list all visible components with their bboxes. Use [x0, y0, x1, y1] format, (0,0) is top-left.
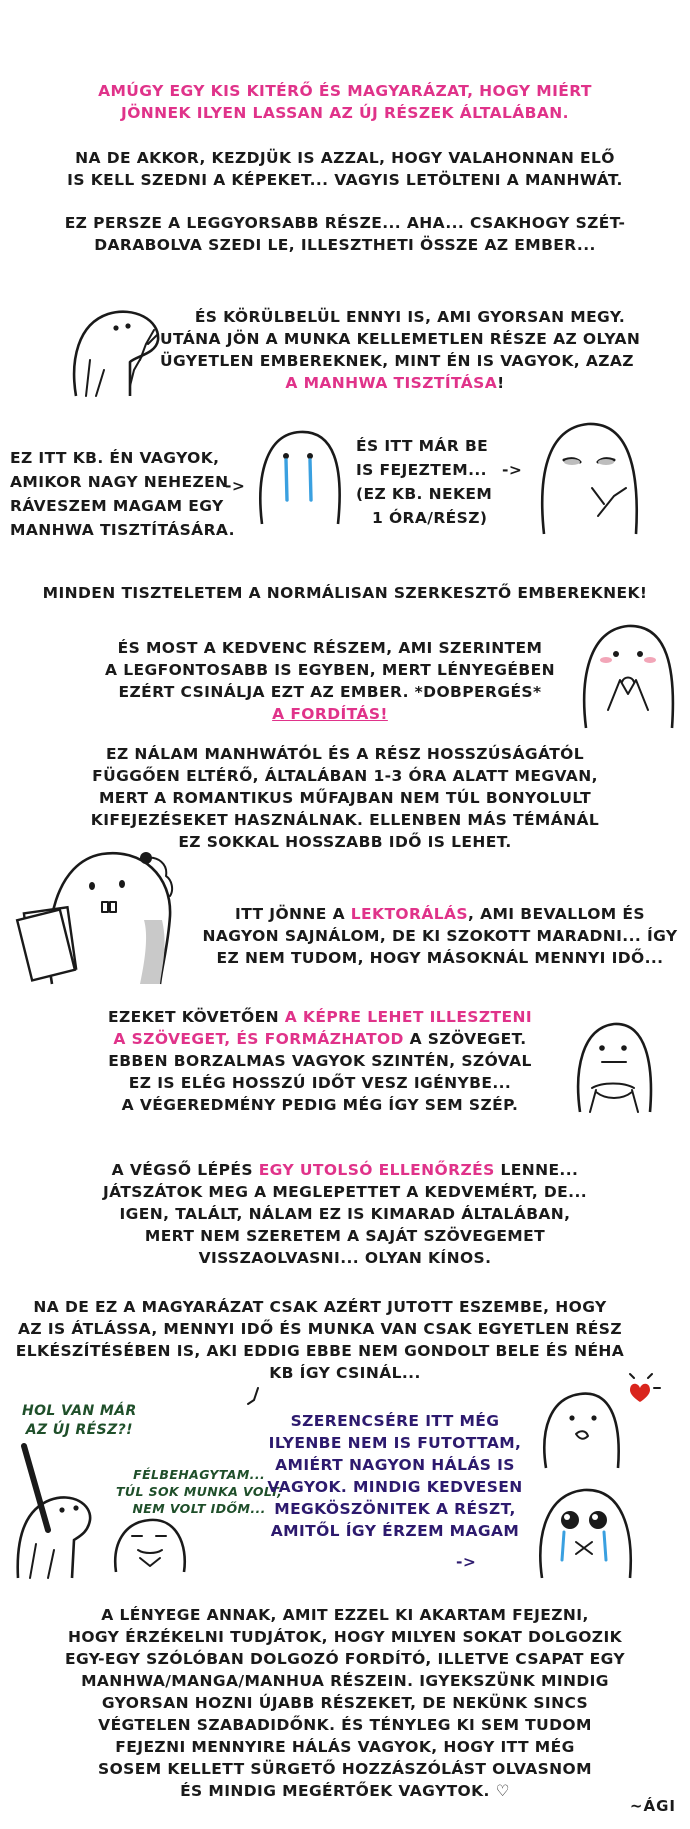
answer-bubble [116, 1466, 282, 1517]
explanation-line: KB ÍGY CSINÁL... [269, 1364, 421, 1382]
typeset-highlight-1: A KÉPRE LEHET ILLESZTENI [284, 1008, 533, 1026]
proofread-line-3: EZ NEM TUDOM, HOGY MÁSOKNÁL MENNYI IDŐ... [216, 949, 664, 967]
final-check-line-4: MERT NEM SZERETEM A SAJÁT SZÖVEGEMET [144, 1227, 546, 1245]
grateful-line: AMIÉRT NAGYON HÁLÁS IS [275, 1456, 515, 1474]
final-check-line-2: JÁTSZÁTOK MEG A MEGLEPETTET A KEDVEMÉRT, DE... [102, 1183, 588, 1201]
arrow-1: -> [225, 477, 246, 495]
proofread-highlight: LEKTORÁLÁS [350, 905, 468, 923]
duration-line: KIFEJEZÉSEKET HASZNÁLNAK. ELLENBEN MÁS TÉMÁNÁL [90, 811, 600, 829]
cleaning-line-3: ÜGYETLEN EMBEREKNEK, MINT ÉN IS VAGYOK, AZAZ [160, 352, 634, 370]
fast-part-line-1: EZ PERSZE A LEGGYORSABB RÉSZE... AHA... CSAKHOGY SZÉT- [64, 214, 626, 232]
done-caption-line: ÉS ITT MÁR BE [356, 437, 489, 455]
final-check-line-3: IGEN, TALÁLT, NÁLAM EZ IS KIMARAD ÁLTALÁBAN, [119, 1205, 571, 1223]
typeset-end: A SZÖVEGET. [409, 1030, 527, 1048]
done-caption [356, 434, 492, 530]
closing-line: FEJEZNI MENNYIRE HÁLÁS VAGYOK, HOGY ITT MÉG [115, 1738, 575, 1756]
explanation-line: ELKÉSZÍTÉSÉBEN IS, AKI EDDIG EBBE NEM GONDOLT BELE ÉS NÉHA [15, 1342, 625, 1360]
proofread-pre: ITT JÖNNE A [235, 905, 345, 923]
closing-line: GYORSAN HOZNI ÚJABB RÉSZEKET, DE NEKÜNK SINCS [101, 1694, 589, 1712]
final-check-end: LENNE... [500, 1161, 579, 1179]
grateful-arrow: -> [456, 1553, 477, 1571]
asker-line: AZ ÚJ RÉSZ?! [25, 1422, 133, 1438]
done-caption-line: 1 ÓRA/RÉSZ) [372, 509, 488, 527]
explanation-line: AZ IS ÁTLÁSSA, MENNYI IDŐ ÉS MUNKA VAN CSAK EGYETLEN RÉSZ [18, 1320, 622, 1338]
cleaning-line-1: ÉS KÖRÜLBELÜL ENNYI IS, AMI GYORSAN MEGY. [194, 308, 626, 326]
closing-line: A LÉNYEGE ANNAK, AMIT EZZEL KI AKARTAM FEJEZNI, [101, 1606, 589, 1624]
typeset-pre: EZEKET KÖVETŐEN [107, 1008, 279, 1026]
closing-line: SOSEM KELLETT SÜRGETŐ HOZZÁSZÓLÁST OLVASNOM [98, 1760, 592, 1778]
translation-highlight: A FORDÍTÁS! [272, 705, 388, 723]
explanation-line: NA DE EZ A MAGYARÁZAT CSAK AZÉRT JUTOTT ESZEMBE, HOGY [33, 1298, 607, 1316]
respect-line: MINDEN TISZTELETEM A NORMÁLISAN SZERKESZTŐ EMBEREKNEK! [42, 584, 648, 602]
demanding-character-drawing [10, 1440, 100, 1580]
tired-translator-drawing [110, 1516, 190, 1574]
typeset-line-4: EZ IS ELÉG HOSSZÚ IDŐT VESZ IGÉNYBE... [128, 1074, 512, 1092]
grateful-bubble [260, 1410, 530, 1542]
sad-character-drawing [572, 1018, 656, 1114]
crying-character-drawing [254, 426, 344, 526]
pointer-tick-drawing [244, 1386, 264, 1408]
signature: ~ÁGI [629, 1797, 676, 1815]
typeset-line-2 [70, 1029, 570, 1050]
done-caption-line: IS FEJEZTEM... [356, 461, 487, 479]
answer-line: TÚL SOK MUNKA VOLT, [116, 1484, 283, 1499]
proofread-line-2: NAGYON SAJNÁLOM, DE KI SZOKOTT MARADNI... ÍGY [202, 927, 678, 945]
reading-character-drawing [22, 836, 192, 986]
closing-line: ÉS MINDIG MEGÉRTŐEK VAGYTOK. ♡ [180, 1782, 510, 1800]
asker-line: HOL VAN MÁR [22, 1403, 137, 1419]
cleaning-line-4 [160, 373, 630, 394]
me-caption-line: EZ ITT KB. ÉN VAGYOK, [10, 449, 220, 467]
typeset-line-1 [70, 1007, 570, 1028]
answer-line: NEM VOLT IDŐM... [132, 1501, 266, 1516]
closing-line: EGY-EGY SZÓLÓBAN DOLGOZÓ FORDÍTÓ, ILLETVE CSAPAT EGY [64, 1650, 626, 1668]
typeset-highlight-2: A SZÖVEGET, ÉS FORMÁZHATOD [113, 1030, 404, 1048]
me-caption-line: AMIKOR NAGY NEHEZEN [10, 473, 229, 491]
excited-character-drawing [578, 620, 678, 730]
tired-character-drawing [532, 418, 652, 536]
closing-line: HOGY ÉRZÉKELNI TUDJÁTOK, HOGY MILYEN SOKAT DOLGOZIK [67, 1628, 623, 1646]
arrow-2: -> [502, 461, 523, 479]
typeset-line-3: EBBEN BORZALMAS VAGYOK SZINTÉN, SZÓVAL [108, 1052, 532, 1070]
download-line-1: NA DE AKKOR, KEZDJÜK IS AZZAL, HOGY VALAHONNAN ELŐ [75, 149, 615, 167]
me-caption-line: MANHWA TISZTÍTÁSÁRA. [10, 521, 235, 539]
grateful-line: VAGYOK. MINDIG KEDVESEN [267, 1478, 523, 1496]
duration-line: FÜGGŐEN ELTÉRŐ, ÁLTALÁBAN 1-3 ÓRA ALATT MEGVAN, [92, 767, 598, 785]
cleaning-exclaim: ! [497, 374, 505, 392]
translation-line-2: A LEGFONTOSABB IS EGYBEN, MERT LÉNYEGÉBEN [105, 661, 555, 679]
intro-line-2: JÖNNEK ILYEN LASSAN AZ ÚJ RÉSZEK ÁLTALÁBAN. [121, 104, 569, 122]
me-caption [10, 446, 235, 542]
grateful-line: AMITŐL ÍGY ÉRZEM MAGAM [270, 1522, 520, 1540]
asker-bubble [22, 1402, 137, 1440]
final-check-pre: A VÉGSŐ LÉPÉS [111, 1161, 253, 1179]
done-caption-line: (EZ KB. NEKEM [356, 485, 493, 503]
translation-line-1: ÉS MOST A KEDVENC RÉSZEM, AMI SZERINTEM [117, 639, 543, 657]
duration-line: MERT A ROMANTIKUS MŰFAJBAN NEM TÚL BONYOLULT [98, 789, 592, 807]
grateful-line: ILYENBE NEM IS FUTOTTAM, [268, 1434, 522, 1452]
duration-line: EZ SOKKAL HOSSZABB IDŐ IS LEHET. [178, 833, 512, 851]
loving-character-drawing [538, 1374, 668, 1470]
translation-line-3: EZÉRT CSINÁLJA EZT AZ EMBER. *DOBPERGÉS* [118, 683, 542, 701]
closing-line: VÉGTELEN SZABADIDŐNK. ÉS TÉNYLEG KI SEM TUDOM [98, 1716, 592, 1734]
fast-part-line-2: DARABOLVA SZEDI LE, ILLESZTHETI ÖSSZE AZ EMBER... [94, 236, 596, 254]
grateful-line: SZERENCSÉRE ITT MÉG [290, 1412, 500, 1430]
final-check-line-5: VISSZAOLVASNI... OLYAN KÍNOS. [198, 1249, 492, 1267]
closing-line: MANHWA/MANGA/MANHUA RÉSZEIN. IGYEKSZÜNK MINDIG [81, 1672, 609, 1690]
teary-character-drawing [534, 1480, 644, 1580]
download-line-2: IS KELL SZEDNI A KÉPEKET... VAGYIS LETÖLTENI A MANHWÁT. [67, 171, 623, 189]
proofread-line-1 [200, 904, 680, 925]
answer-line: FÉLBEHAGYTAM... [133, 1467, 266, 1482]
cleaning-line-2: UTÁNA JÖN A MUNKA KELLEMETLEN RÉSZE AZ OLYAN [160, 330, 641, 348]
final-check-line-1 [0, 1160, 690, 1181]
proofread-end: , AMI BEVALLOM ÉS [467, 905, 645, 923]
pointing-character-drawing [64, 300, 174, 400]
typeset-line-5: A VÉGEREDMÉNY PEDIG MÉG ÍGY SEM SZÉP. [121, 1096, 519, 1114]
cleaning-highlight: A MANHWA TISZTÍTÁSA [285, 374, 498, 392]
intro-line-1: AMÚGY EGY KIS KITÉRŐ ÉS MAGYARÁZAT, HOGY MIÉRT [98, 82, 592, 100]
grateful-line: MEGKÖSZÖNITEK A RÉSZT, [274, 1500, 516, 1518]
me-caption-line: RÁVESZEM MAGAM EGY [10, 497, 224, 515]
duration-line: EZ NÁLAM MANHWÁTÓL ÉS A RÉSZ HOSSZÚSÁGÁTÓL [105, 745, 585, 763]
final-check-highlight: EGY UTOLSÓ ELLENŐRZÉS [258, 1161, 495, 1179]
